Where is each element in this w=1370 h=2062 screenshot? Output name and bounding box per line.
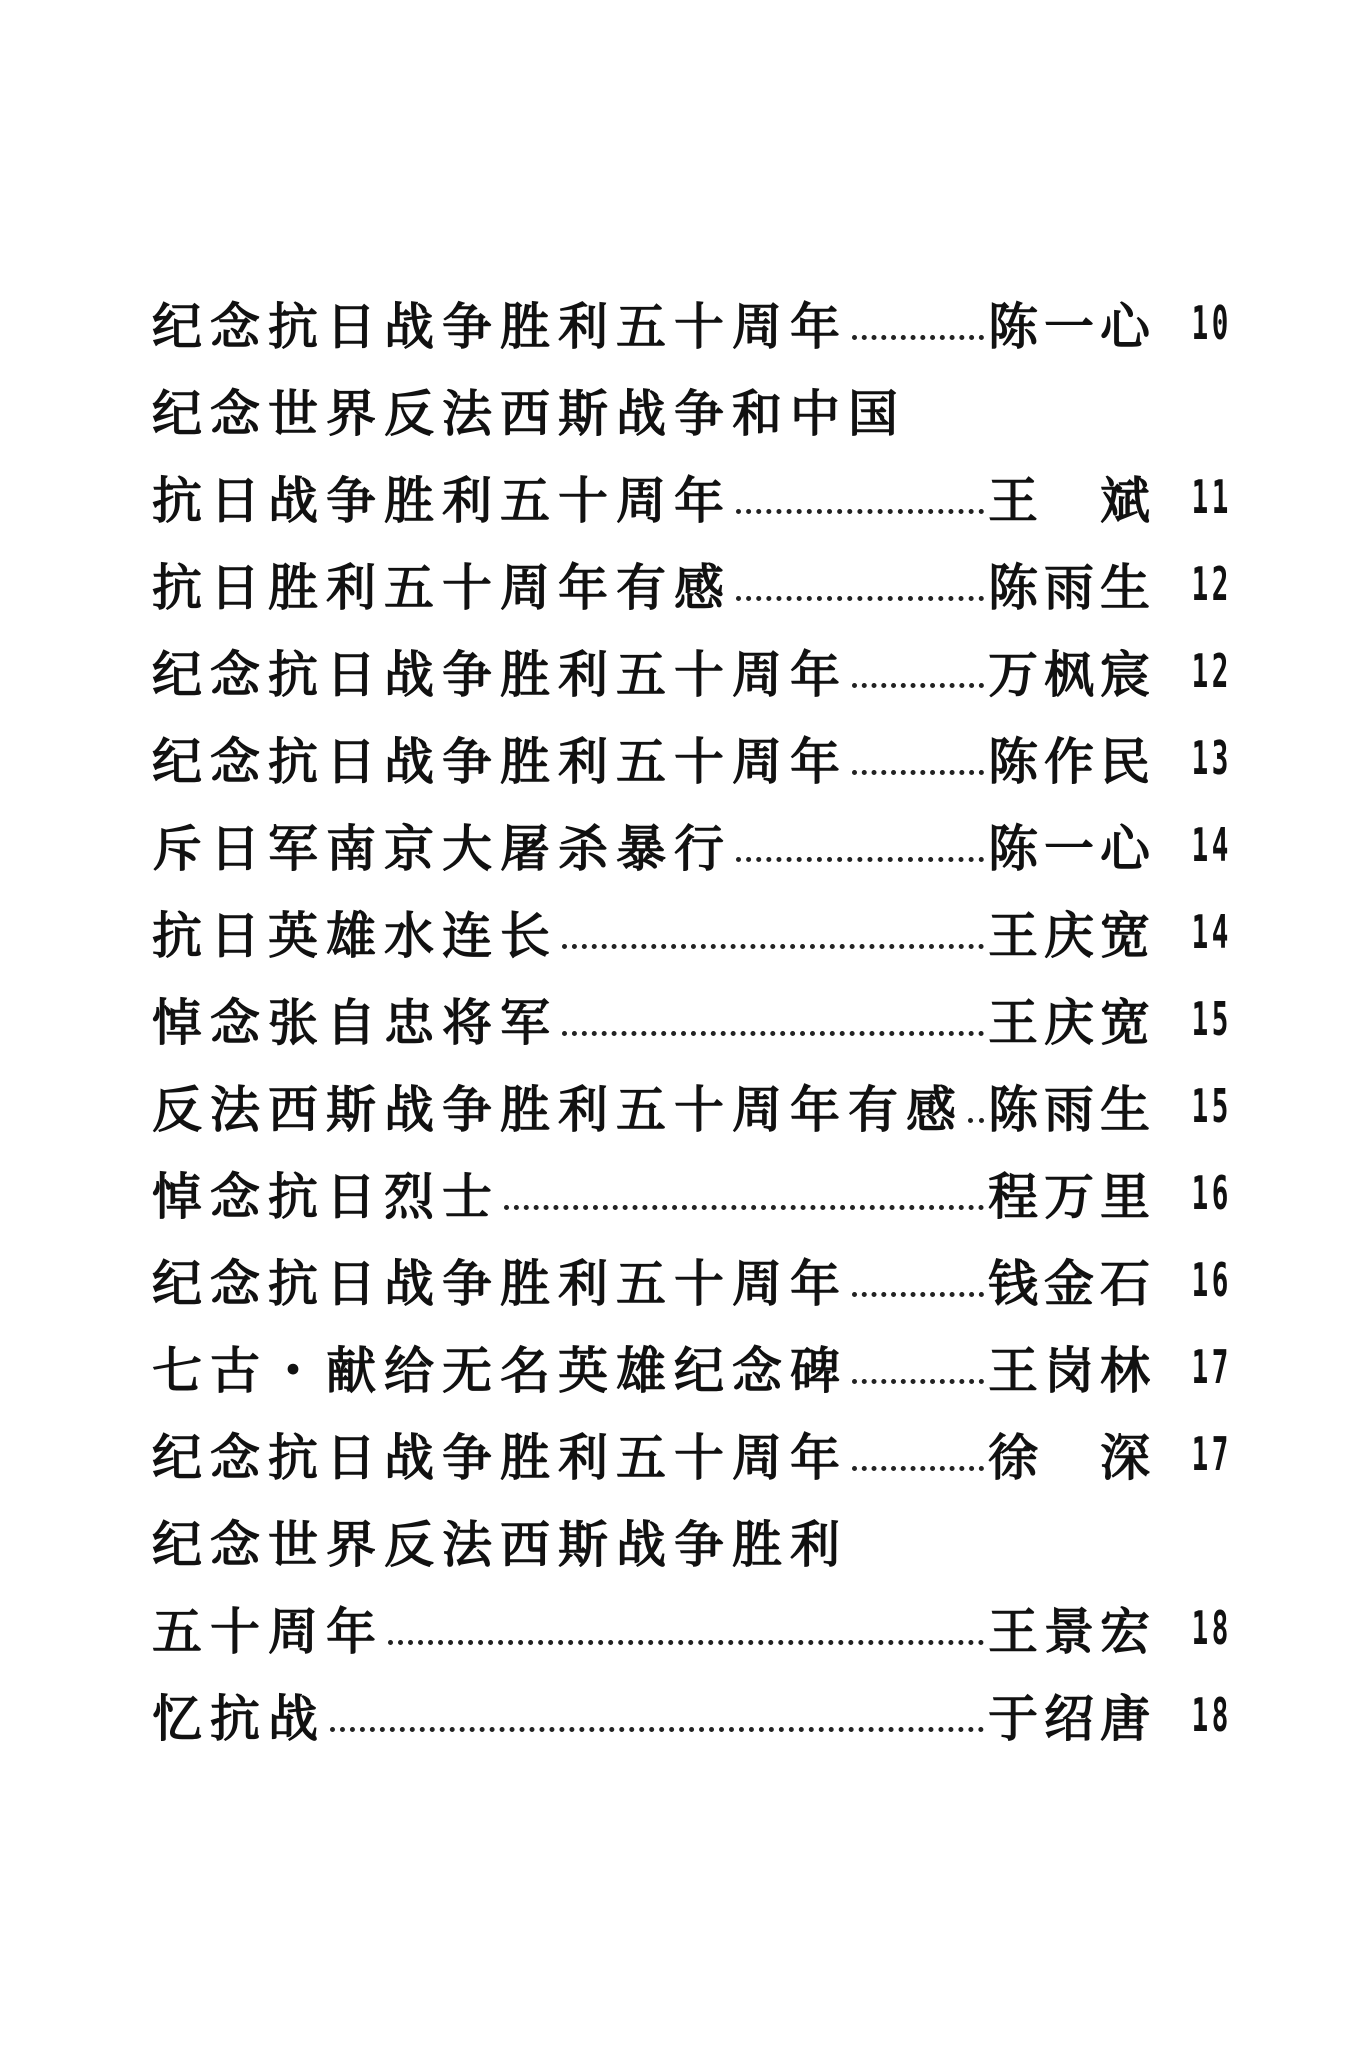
entry-author: 陈作民	[988, 732, 1156, 791]
entry-author: 陈雨生	[988, 558, 1156, 617]
entry-title: 纪念抗日战争胜利五十周年	[152, 645, 848, 704]
entry-title: 五十周年	[152, 1602, 384, 1661]
entry-title: 纪念抗日战争胜利五十周年	[152, 732, 848, 791]
entry-page-number: 17	[1191, 1427, 1232, 1481]
entry-title: 抗日战争胜利五十周年	[152, 471, 732, 530]
toc-entry	[152, 1241, 1232, 1319]
toc-entry	[152, 371, 1232, 449]
dot-leader	[852, 1379, 984, 1384]
entry-title: 七古・献给无名英雄纪念碑	[152, 1341, 848, 1400]
entry-page-number: 11	[1191, 470, 1232, 524]
toc-entry	[152, 632, 1232, 710]
entry-author: 陈一心	[988, 819, 1156, 878]
dot-leader	[852, 683, 984, 688]
dot-leader	[852, 335, 984, 340]
toc-entry	[152, 1415, 1232, 1493]
entry-title: 纪念抗日战争胜利五十周年	[152, 1254, 848, 1313]
entry-page-number: 15	[1191, 992, 1232, 1046]
entry-author: 王岗林	[988, 1341, 1156, 1400]
toc-entry	[152, 893, 1232, 971]
toc-entry	[152, 1589, 1232, 1667]
entry-title: 纪念抗日战争胜利五十周年	[152, 297, 848, 356]
entry-title: 斥日军南京大屠杀暴行	[152, 819, 732, 878]
entry-title: 忆抗战	[152, 1689, 326, 1748]
entry-author: 陈雨生	[988, 1080, 1156, 1139]
toc-entry	[152, 1676, 1232, 1754]
dot-leader	[736, 857, 984, 862]
entry-author: 陈一心	[988, 297, 1156, 356]
dot-leader	[736, 509, 984, 514]
toc-entry	[152, 719, 1232, 797]
entry-title: 纪念抗日战争胜利五十周年	[152, 1428, 848, 1487]
entry-page-number: 16	[1191, 1166, 1232, 1220]
dot-leader	[968, 1118, 984, 1123]
toc-entry	[152, 1067, 1232, 1145]
dot-leader	[562, 1031, 984, 1036]
entry-author: 王 斌	[988, 471, 1156, 530]
entry-title: 抗日胜利五十周年有感	[152, 558, 732, 617]
dot-leader	[852, 770, 984, 775]
dot-leader	[852, 1292, 984, 1297]
entry-page-number: 14	[1191, 905, 1232, 959]
entry-title: 纪念世界反法西斯战争胜利	[152, 1515, 848, 1574]
dot-leader	[736, 596, 984, 601]
toc-entry	[152, 1154, 1232, 1232]
toc-entry	[152, 1328, 1232, 1406]
entry-page-number: 10	[1191, 296, 1232, 350]
entry-title: 抗日英雄水连长	[152, 906, 558, 965]
dot-leader	[504, 1205, 984, 1210]
entry-page-number: 15	[1191, 1079, 1232, 1133]
entry-title: 悼念抗日烈士	[152, 1167, 500, 1226]
entry-page-number: 12	[1191, 644, 1232, 698]
dot-leader	[562, 944, 984, 949]
entry-page-number: 14	[1191, 818, 1232, 872]
entry-page-number: 17	[1191, 1340, 1232, 1394]
toc-entry	[152, 806, 1232, 884]
entry-author: 万枫宸	[988, 645, 1156, 704]
entry-author: 王庆宽	[988, 993, 1156, 1052]
entry-page-number: 12	[1191, 557, 1232, 611]
entry-title: 悼念张自忠将军	[152, 993, 558, 1052]
dot-leader	[330, 1727, 984, 1732]
entry-author: 徐 深	[988, 1428, 1156, 1487]
entry-title: 纪念世界反法西斯战争和中国	[152, 384, 906, 443]
entry-author: 于绍唐	[988, 1689, 1156, 1748]
toc-entry	[152, 284, 1232, 362]
dot-leader	[852, 1466, 984, 1471]
entry-page-number: 13	[1191, 731, 1232, 785]
entry-author: 王景宏	[988, 1602, 1156, 1661]
toc-entry	[152, 545, 1232, 623]
entry-page-number: 18	[1191, 1601, 1232, 1655]
entry-title: 反法西斯战争胜利五十周年有感	[152, 1080, 964, 1139]
entry-author: 程万里	[988, 1167, 1156, 1226]
entry-author: 王庆宽	[988, 906, 1156, 965]
dot-leader	[388, 1640, 984, 1645]
entry-page-number: 18	[1191, 1688, 1232, 1742]
toc-entry	[152, 458, 1232, 536]
entry-page-number: 16	[1191, 1253, 1232, 1307]
toc-entry	[152, 980, 1232, 1058]
toc-entry	[152, 1502, 1232, 1580]
entry-author: 钱金石	[988, 1254, 1156, 1313]
